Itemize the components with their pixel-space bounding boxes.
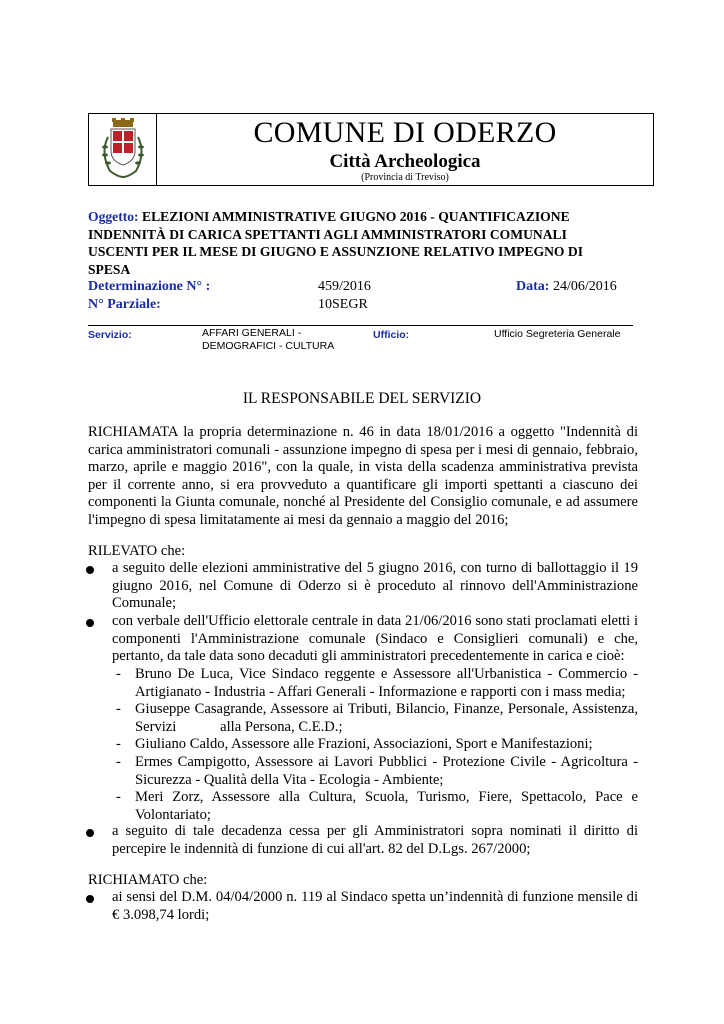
ufficio-value: Ufficio Segreteria Generale [494,328,621,340]
servizio-value: AFFARI GENERALI - DEMOGRAFICI - CULTURA [202,327,335,352]
dash-marker: - [116,754,121,770]
rilevato-bullet-3: a seguito di tale decadenza cessa per gli Amministratori sopra nominati il diritto di percepire le indennità di funzione di cui all'art. 82 del D.Lgs. 267/2000; [112,823,638,857]
richiamato-bullet-1: ai sensi del D.M. 04/04/2000 n. 119 al Sindaco spetta un’indennità di funzione mensile di € 3.098,74 lordi; [112,889,638,923]
section-heading: IL RESPONSABILE DEL SERVIZIO [242,390,482,407]
assessore-item-5: Meri Zorz, Assessore alla Cultura, Scuola, Turismo, Fiere, Spettacolo, Pace e Volontariato; [135,789,638,823]
oggetto-line-1: Oggetto: ELEZIONI AMMINISTRATIVE GIUGNO 2016 - QUANTIFICAZIONE [88,209,570,224]
ufficio-label: Ufficio: [373,329,410,341]
bullet-icon [86,895,94,903]
oggetto-line-3: USCENTI PER IL MESE DI GIUGNO E ASSUNZIONE RELATIVO IMPEGNO DI [88,244,583,259]
parziale-label: N° Parziale: [88,297,161,312]
comune-provincia: (Provincia di Treviso) [361,172,449,183]
bullet-icon [86,829,94,837]
determinazione-label: Determinazione N° : [88,279,211,294]
bullet-icon [86,566,94,574]
oggetto-line-4: SPESA [88,261,131,277]
assessore-item-1: Bruno De Luca, Vice Sindaco reggente e Assessore all'Urbanistica - Commercio - Artigianato - Industria - Affari Generali - Informazione e rapporti con i mass media; [135,666,638,700]
comune-subtitle: Città Archeologica [329,151,481,172]
data-field [516,278,617,296]
servizio-label: Servizio: [88,329,132,341]
rilevato-bullet-2: con verbale dell'Ufficio elettorale centrale in data 21/06/2016 sono stati proclamati eletti i componenti l'Amministrazione comunale (Sindaco e Consiglieri comunali) e che, pertanto, da tale data sono decaduti gli amministratori precedentemente in carica e cioè: [112,613,638,664]
comune-title: COMUNE DI ODERZO [253,116,557,149]
dash-marker: - [116,701,121,717]
rilevato-label: RILEVATO che: [88,543,186,559]
data-label: Data: [516,279,550,294]
assessore-item-4: Ermes Campigotto, Assessore ai Lavori Pubblici - Protezione Civile - Agricoltura - Sicurezza - Qualità della Vita - Ecologia - Ambiente; [135,754,638,788]
richiamato-label: RICHIAMATO che: [88,872,208,888]
oggetto-label: Oggetto: [88,209,139,224]
richiamata-paragraph: RICHIAMATA la propria determinazione n. 46 in data 18/01/2016 a oggetto "Indennità di carica amministratori comunali - assunzione impegno di spesa per i mesi di gennaio, febbraio, marzo, aprile e maggio 2016", con la quale, in vista della scadenza amministrativa prevista per il corrente anno, si era provveduto a quantificare gli importi spettanti a ciascuno dei componenti la Giunta comunale, nonché al Presidente del Consiglio comunale, e ad assumere l'impegno di spesa limitatamente ai mesi da gennaio a maggio del 2016; [88,424,638,528]
parziale-value: 10SEGR [318,297,368,312]
dash-marker: - [116,789,121,805]
header-box [88,113,654,186]
data-value: 24/06/2016 [552,279,617,294]
rilevato-bullet-1: a seguito delle elezioni amministrative del 5 giugno 2016, con turno di ballottaggio il 19 giugno 2016, nel Comune di Oderzo si è proceduto al rinnovo dell'Amministrazione Comunale; [112,560,638,611]
coat-of-arms-icon [96,117,150,183]
determinazione-value: 459/2016 [318,279,371,294]
assessore-item-3: Giuliano Caldo, Assessore alle Frazioni, Associazioni, Sport e Manifestazioni; [135,736,593,752]
servizio-divider [88,325,633,326]
crest-cell [89,114,157,185]
dash-marker: - [116,736,121,752]
oggetto-block [88,208,636,278]
assessore-item-2: Giuseppe Casagrande, Assessore ai Tributi, Bilancio, Finanze, Personale, Assistenza, Servizi alla Persona, C.E.D.; [135,701,638,735]
bullet-icon [86,619,94,627]
oggetto-line-2: INDENNITÀ DI CARICA SPETTANTI AGLI AMMINISTRATORI COMUNALI [88,226,567,242]
dash-marker: - [116,666,121,682]
